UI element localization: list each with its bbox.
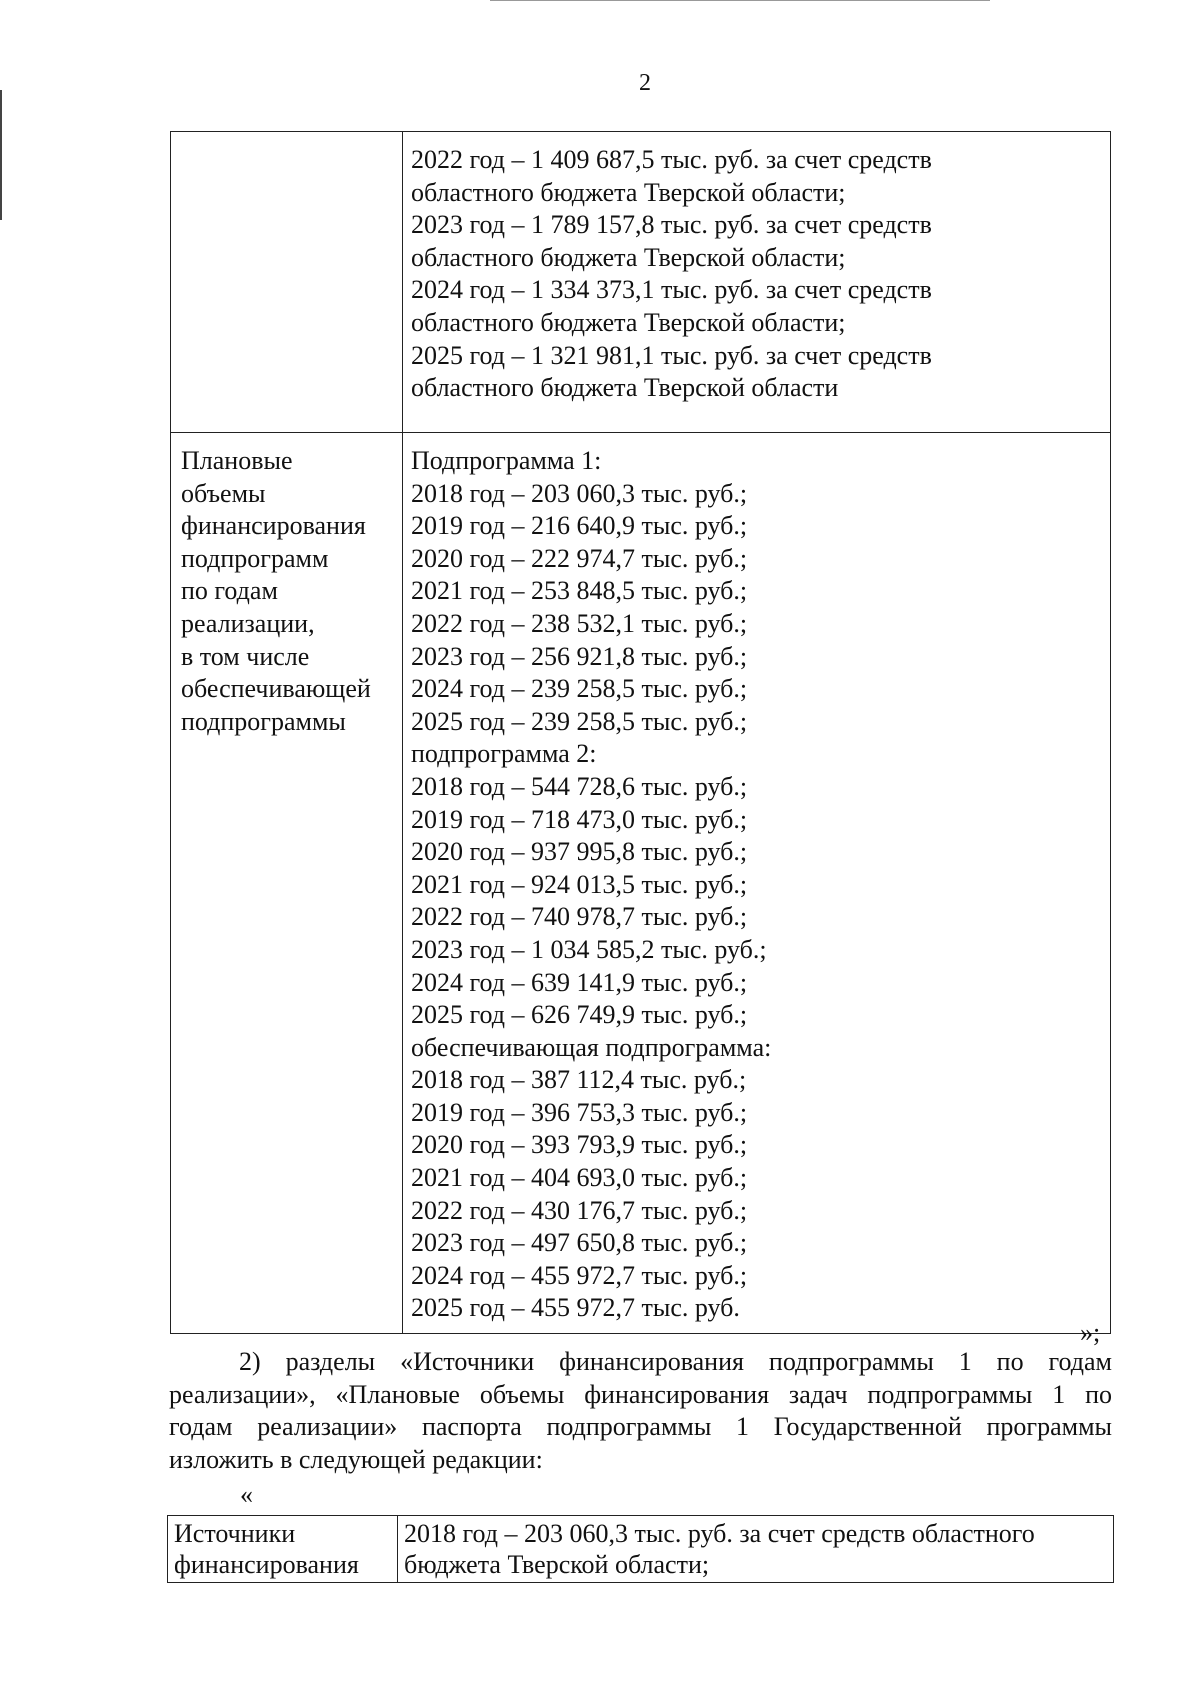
funding-sources-continuation (403, 132, 1111, 433)
table-row (171, 433, 1111, 1334)
text-line: областного бюджета Тверской области; (411, 307, 846, 337)
value-line: 2019 год – 718 473,0 тыс. руб.; (411, 804, 748, 834)
page-number: 2 (639, 70, 651, 96)
value-line: 2023 год – 497 650,8 тыс. руб.; (411, 1228, 748, 1258)
value-line: 2020 год – 222 974,7 тыс. руб.; (411, 543, 748, 573)
value-line: 2021 год – 924 013,5 тыс. руб.; (411, 869, 748, 899)
passport-table-new (167, 1515, 1114, 1583)
text-line: 2023 год – 1 789 157,8 тыс. руб. за счет средств (411, 210, 932, 240)
paragraph-line: годам реализации» паспорта подпрограммы 1 Государственной программы (169, 1412, 1112, 1441)
row-value-funding-sources (398, 1516, 1114, 1583)
value-line: 2022 год – 740 978,7 тыс. руб.; (411, 902, 748, 932)
value-line: 2022 год – 430 176,7 тыс. руб.; (411, 1195, 748, 1225)
value-line: 2025 год – 455 972,7 тыс. руб. (411, 1293, 740, 1323)
label-line: реализации, (181, 608, 315, 638)
text-line: 2025 год – 1 321 981,1 тыс. руб. за счет средств (411, 340, 932, 370)
label-line: подпрограмм (181, 543, 329, 573)
value-line: 2018 год – 203 060,3 тыс. руб.; (411, 478, 748, 508)
value-line: 2018 год – 544 728,6 тыс. руб.; (411, 771, 748, 801)
text-line: 2024 год – 1 334 373,1 тыс. руб. за счет средств (411, 275, 932, 305)
label-line: обеспечивающей (181, 674, 371, 704)
text-line: областного бюджета Тверской области; (411, 242, 846, 272)
value-line: подпрограмма 2: (411, 739, 597, 769)
label-line: по годам (181, 576, 278, 606)
value-line: 2023 год – 256 921,8 тыс. руб.; (411, 641, 748, 671)
value-line: 2023 год – 1 034 585,2 тыс. руб.; (411, 934, 767, 964)
row-value-planned-volumes (403, 433, 1111, 1334)
value-line: 2024 год – 639 141,9 тыс. руб.; (411, 967, 748, 997)
value-line: 2018 год – 387 112,4 тыс. руб.; (411, 1065, 747, 1095)
value-line: 2019 год – 396 753,3 тыс. руб.; (411, 1097, 748, 1127)
label-line: финансирования (174, 1550, 359, 1579)
value-line: 2024 год – 239 258,5 тыс. руб.; (411, 674, 748, 704)
text-line: областного бюджета Тверской области (411, 373, 839, 403)
value-line: 2019 год – 216 640,9 тыс. руб.; (411, 511, 748, 541)
label-line: Источники (174, 1519, 296, 1548)
table-cell-empty (171, 132, 403, 433)
label-line: подпрограммы (181, 706, 346, 736)
table-row (168, 1516, 1114, 1583)
value-line: бюджета Тверской области; (404, 1550, 710, 1579)
row-label-planned-volumes (171, 433, 403, 1334)
paragraph-line: 2) разделы «Источники финансирования подпрограммы 1 по годам (239, 1347, 1112, 1376)
row-label-funding-sources (168, 1516, 398, 1583)
text-line: 2022 год – 1 409 687,5 тыс. руб. за счет средств (411, 145, 932, 174)
label-line: в том числе (181, 641, 310, 671)
value-line: 2021 год – 404 693,0 тыс. руб.; (411, 1163, 748, 1193)
value-line: Подпрограмма 1: (411, 446, 602, 475)
value-line: 2020 год – 393 793,9 тыс. руб.; (411, 1130, 748, 1160)
amendment-paragraph (169, 1346, 1112, 1476)
paragraph-line: изложить в следующей редакции: (169, 1444, 543, 1474)
passport-table-continued (170, 131, 1111, 1334)
value-line: 2025 год – 626 749,9 тыс. руб.; (411, 1000, 748, 1030)
scan-edge-mark-top (490, 0, 990, 1)
value-line: обеспечивающая подпрограмма: (411, 1032, 772, 1062)
value-line: 2020 год – 937 995,8 тыс. руб.; (411, 837, 748, 867)
paragraph-line: реализации», «Плановые объемы финансирования задач подпрограммы 1 по (169, 1379, 1112, 1409)
value-line: 2025 год – 239 258,5 тыс. руб.; (411, 706, 748, 736)
table-row (171, 132, 1111, 433)
closing-quote: »; (1080, 1318, 1101, 1347)
scan-edge-mark (0, 90, 2, 220)
value-line: 2024 год – 455 972,7 тыс. руб.; (411, 1260, 748, 1290)
label-line: финансирования (181, 511, 366, 541)
value-line: 2021 год – 253 848,5 тыс. руб.; (411, 576, 748, 606)
opening-quote: « (240, 1480, 253, 1509)
value-line: 2018 год – 203 060,3 тыс. руб. за счет средств областного (404, 1519, 1035, 1548)
value-line: 2022 год – 238 532,1 тыс. руб.; (411, 608, 748, 638)
label-line: объемы (181, 478, 266, 508)
label-line: Плановые (181, 446, 293, 475)
text-line: областного бюджета Тверской области; (411, 177, 846, 207)
